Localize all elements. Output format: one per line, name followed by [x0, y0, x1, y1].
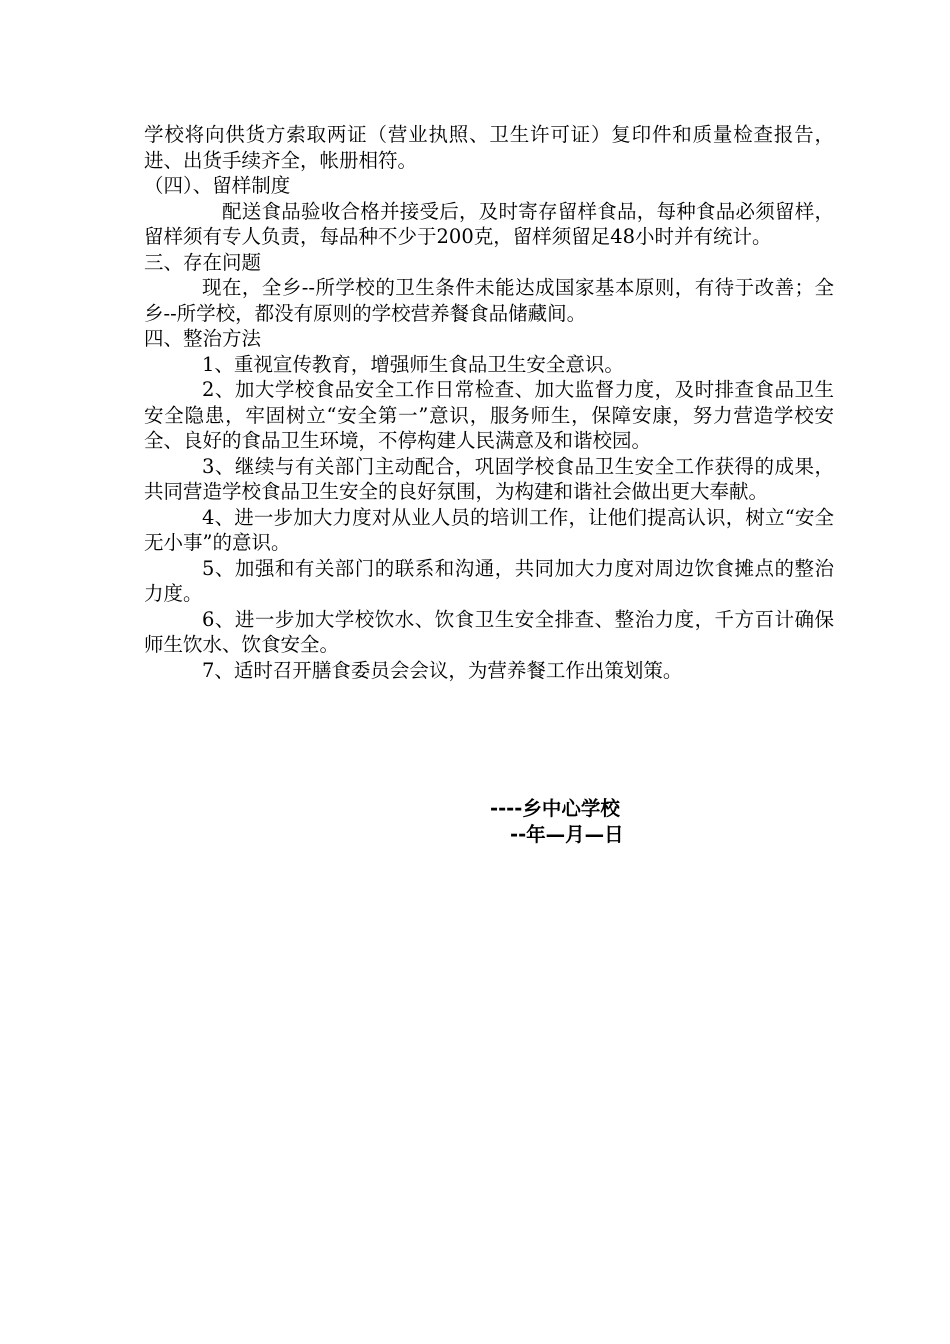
- paragraph-sample-retention: 配送食品验收合格并接受后，及时寄存留样食品，每种食品必须留样，留样须有专人负责，每品种不少于200克，留样须留足48小时并有统计。: [144, 199, 834, 248]
- paragraph-existing-problems: 现在，全乡--所学校的卫生条件未能达成国家基本原则，有待于改善；全乡--所学校，都没有原则的学校营养餐食品储藏间。: [144, 276, 834, 325]
- signature-block: [490, 796, 624, 848]
- paragraph-supplier-certificates: 学校将向供货方索取两证（营业执照、卫生许可证）复印件和质量检查报告，进、出货手续齐全，帐册相符。: [144, 123, 834, 172]
- document-body: [144, 122, 834, 683]
- list-item-method-4: 4、进一步加大力度对从业人员的培训工作，让他们提高认识，树立“安全无小事”的意识。: [144, 505, 834, 554]
- heading-sample-retention: （四）、留样制度: [144, 174, 291, 197]
- heading-remediation-methods: 四、整治方法: [144, 327, 262, 350]
- list-item-method-5: 5、加强和有关部门的联系和沟通，共同加大力度对周边饮食摊点的整治力度。: [144, 556, 834, 605]
- list-item-method-2: 2、加大学校食品安全工作日常检查、加大监督力度，及时排查食品卫生安全隐患，牢固树立“安全第一”意识，服务师生，保障安康，努力营造学校安全、良好的食品卫生环境，不停构建人民满意及和谐校园。: [144, 378, 834, 452]
- signature-date: --年—月—日: [510, 823, 624, 846]
- list-item-method-3: 3、继续与有关部门主动配合，巩固学校食品卫生安全工作获得的成果，共同营造学校食品卫生安全的良好氛围，为构建和谐社会做出更大奉献。: [144, 454, 834, 503]
- list-item-method-1: 1、重视宣传教育，增强师生食品卫生安全意识。: [202, 352, 624, 376]
- heading-existing-problems: 三、存在问题: [144, 250, 262, 274]
- list-item-method-6: 6、进一步加大学校饮水、饮食卫生安全排查、整治力度，千方百计确保师生饮水、饮食安全。: [144, 607, 834, 656]
- signature-organization: ----乡中心学校: [490, 797, 620, 820]
- list-item-method-7: 7、适时召开膳食委员会会议，为营养餐工作出策划策。: [202, 658, 683, 682]
